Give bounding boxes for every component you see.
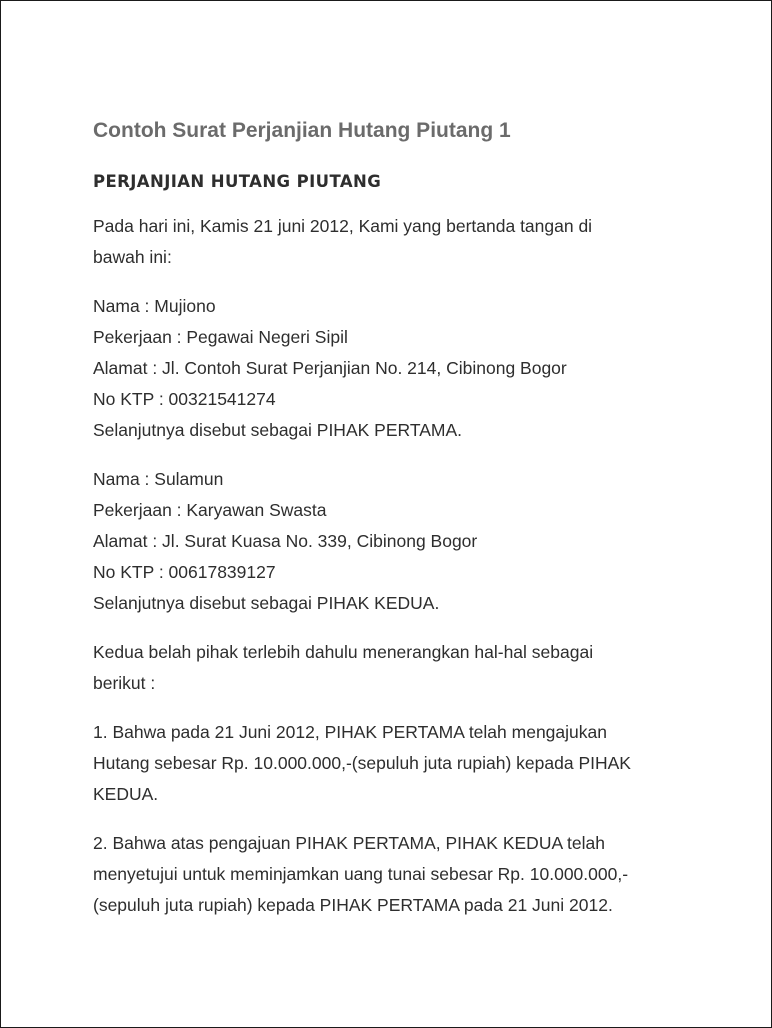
clause-one-line: Hutang sebesar Rp. 10.000.000,-(sepuluh juta rupiah) kepada PIHAK <box>93 753 631 773</box>
document-body <box>93 113 693 921</box>
clause-one-line: KEDUA. <box>93 784 159 804</box>
party-one-id-number: No KTP : 00321541274 <box>93 389 276 409</box>
party-one-role: Selanjutnya disebut sebagai PIHAK PERTAMA. <box>93 420 462 440</box>
document-title: Contoh Surat Perjanjian Hutang Piutang 1 <box>93 119 511 142</box>
statement-line: Kedua belah pihak terlebih dahulu menerangkan hal-hal sebagai <box>93 642 594 662</box>
party-two-id-number: No KTP : 00617839127 <box>93 562 276 582</box>
agreement-heading: PERJANJIAN HUTANG PIUTANG <box>93 172 382 191</box>
party-one-occupation: Pekerjaan : Pegawai Negeri Sipil <box>93 327 348 347</box>
party-two-address: Alamat : Jl. Surat Kuasa No. 339, Cibinong Bogor <box>93 531 478 551</box>
party-two-block <box>93 464 693 619</box>
clause-two-line: 2. Bahwa atas pengajuan PIHAK PERTAMA, PIHAK KEDUA telah <box>93 833 605 853</box>
party-two-name: Nama : Sulamun <box>93 469 224 489</box>
clause-two-line: (sepuluh juta rupiah) kepada PIHAK PERTAMA pada 21 Juni 2012. <box>93 895 613 915</box>
party-one-block <box>93 291 693 446</box>
intro-paragraph <box>93 211 693 273</box>
intro-line: bawah ini: <box>93 247 172 267</box>
statement-line: berikut : <box>93 673 156 693</box>
party-one-address: Alamat : Jl. Contoh Surat Perjanjian No. 214, Cibinong Bogor <box>93 358 567 378</box>
party-two-role: Selanjutnya disebut sebagai PIHAK KEDUA. <box>93 593 440 613</box>
intro-line: Pada hari ini, Kamis 21 juni 2012, Kami yang bertanda tangan di <box>93 216 593 236</box>
statement-paragraph <box>93 637 693 699</box>
clause-two <box>93 828 693 921</box>
party-two-occupation: Pekerjaan : Karyawan Swasta <box>93 500 327 520</box>
clause-one-line: 1. Bahwa pada 21 Juni 2012, PIHAK PERTAMA telah mengajukan <box>93 722 607 742</box>
clause-two-line: menyetujui untuk meminjamkan uang tunai sebesar Rp. 10.000.000,- <box>93 864 629 884</box>
clause-one <box>93 717 693 810</box>
party-one-name: Nama : Mujiono <box>93 296 216 316</box>
